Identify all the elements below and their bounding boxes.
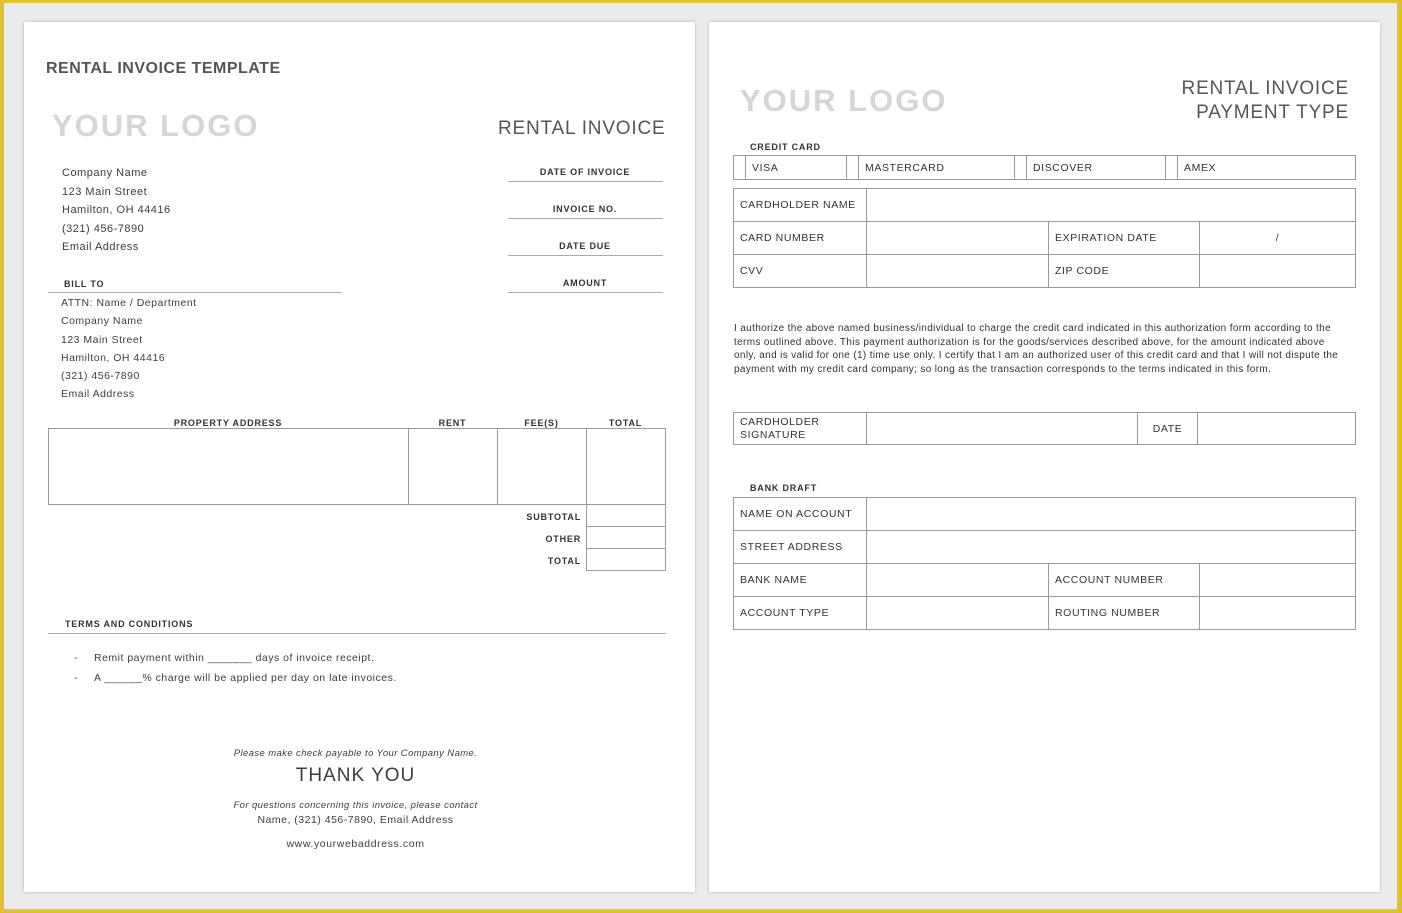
amount-label: AMOUNT [562,278,608,288]
amex-checkbox[interactable] [1166,156,1178,180]
web-address: www.yourwebaddress.com [286,838,425,850]
invoice-no-label: INVOICE NO. [552,204,618,214]
account-number-field[interactable] [1200,564,1356,597]
thank-you: THANK YOU [295,765,416,786]
sender-line: 123 Main Street [62,185,148,198]
bill-to-line: Hamilton, OH 44416 [61,351,166,364]
terms-item: A ______% charge will be applied per day on late invoices. [94,672,397,684]
other-label: OTHER [545,534,581,544]
date-due-label: DATE DUE [559,241,611,251]
zip-code-field[interactable] [1200,255,1356,288]
sender-line: Hamilton, OH 44416 [62,204,171,216]
sender-line: Email Address [62,241,139,253]
bill-to-address [61,294,197,404]
terms-label: TERMS AND CONDITIONS [65,619,194,629]
bank-name-label: BANK NAME [734,564,867,597]
logo-placeholder: YOUR LOGO [52,108,260,143]
routing-number-field[interactable] [1200,597,1356,630]
total-header: TOTAL [608,418,643,428]
credit-card-label: CREDIT CARD [750,142,821,152]
expiration-date-label: EXPIRATION DATE [1049,222,1200,255]
account-type-field[interactable] [867,597,1049,630]
bank-draft-table [733,497,1356,630]
bill-to-line: Email Address [61,388,135,401]
expiration-date-field[interactable] [1200,222,1356,255]
bill-to-line: Company Name [61,315,143,328]
name-on-account-field[interactable] [867,498,1356,531]
sender-line: (321) 456-7890 [62,222,145,235]
amex-option: AMEX [1178,156,1356,180]
terms-bullet: - [74,652,78,664]
discover-checkbox[interactable] [1015,156,1027,180]
cardholder-name-field[interactable] [867,189,1356,222]
expiration-separator: / [1275,232,1280,244]
visa-option: VISA [746,156,847,180]
sender-line: Company Name [62,167,148,179]
payment-title-line2: PAYMENT TYPE [1196,102,1349,123]
bill-to-label: BILL TO [64,279,105,289]
date-label: DATE [1138,413,1198,445]
discover-option: DISCOVER [1027,156,1166,180]
subtotal-label: SUBTOTAL [526,512,581,522]
payment-type-page [709,22,1380,892]
authorization-text: I authorize the above named business/individual to charge the credit card indicated in this authorization form according to the terms outlined above. This payment authorization is for the goods/services described above, for the amount indicated above only, and is valid for one (1) time use only. I certify that I am an authorized user of this credit card and that I will not dispute the payment with my credit card company; so long as the transaction corresponds to the terms indicated in this form. [734,323,1339,375]
property-address-header: PROPERTY ADDRESS [173,418,283,428]
visa-checkbox[interactable] [734,156,746,180]
cardholder-signature-label [734,413,867,445]
card-details-table [733,188,1356,288]
bill-to-line: (321) 456-7890 [61,370,140,383]
mastercard-checkbox[interactable] [847,156,859,180]
rent-header: RENT [438,418,467,428]
card-number-label: CARD NUMBER [734,222,867,255]
document-title: RENTAL INVOICE TEMPLATE [46,60,281,77]
signature-label-line: SIGNATURE [740,428,806,441]
terms-bullet: - [74,672,78,684]
questions-note: For questions concerning this invoice, please contact [233,800,478,811]
signature-field[interactable] [867,413,1138,445]
street-address-label: STREET ADDRESS [734,531,867,564]
invoice-title: RENTAL INVOICE [498,118,666,139]
zip-code-label: ZIP CODE [1049,255,1200,288]
fees-header: FEE(S) [524,418,559,428]
mastercard-option: MASTERCARD [859,156,1015,180]
bank-name-field[interactable] [867,564,1049,597]
payment-title-line1: RENTAL INVOICE [1181,78,1349,99]
card-type-table [733,155,1356,180]
terms-item: Remit payment within _______ days of invoice receipt. [94,652,375,664]
name-on-account-label: NAME ON ACCOUNT [734,498,867,531]
grand-total-label: TOTAL [547,556,581,566]
contact-line: Name, (321) 456-7890, Email Address [257,814,454,826]
account-type-label: ACCOUNT TYPE [734,597,867,630]
viewer-background [4,3,1397,909]
cardholder-name-label: CARDHOLDER NAME [734,189,867,222]
date-field[interactable] [1198,413,1356,445]
cvv-field[interactable] [867,255,1049,288]
signature-label-line: CARDHOLDER [740,415,820,428]
card-number-field[interactable] [867,222,1049,255]
date-of-invoice-label: DATE OF INVOICE [539,167,631,177]
bill-to-line: ATTN: Name / Department [61,297,197,309]
bill-to-line: 123 Main Street [61,333,143,346]
bank-draft-label: BANK DRAFT [750,483,817,493]
street-address-field[interactable] [867,531,1356,564]
signature-table [733,412,1356,445]
logo-placeholder: YOUR LOGO [740,83,948,118]
check-payable-note: Please make check payable to Your Company Name. [233,748,478,759]
account-number-label: ACCOUNT NUMBER [1049,564,1200,597]
cvv-label: CVV [734,255,867,288]
sender-address [62,164,171,257]
routing-number-label: ROUTING NUMBER [1049,597,1200,630]
invoice-page [24,22,695,892]
